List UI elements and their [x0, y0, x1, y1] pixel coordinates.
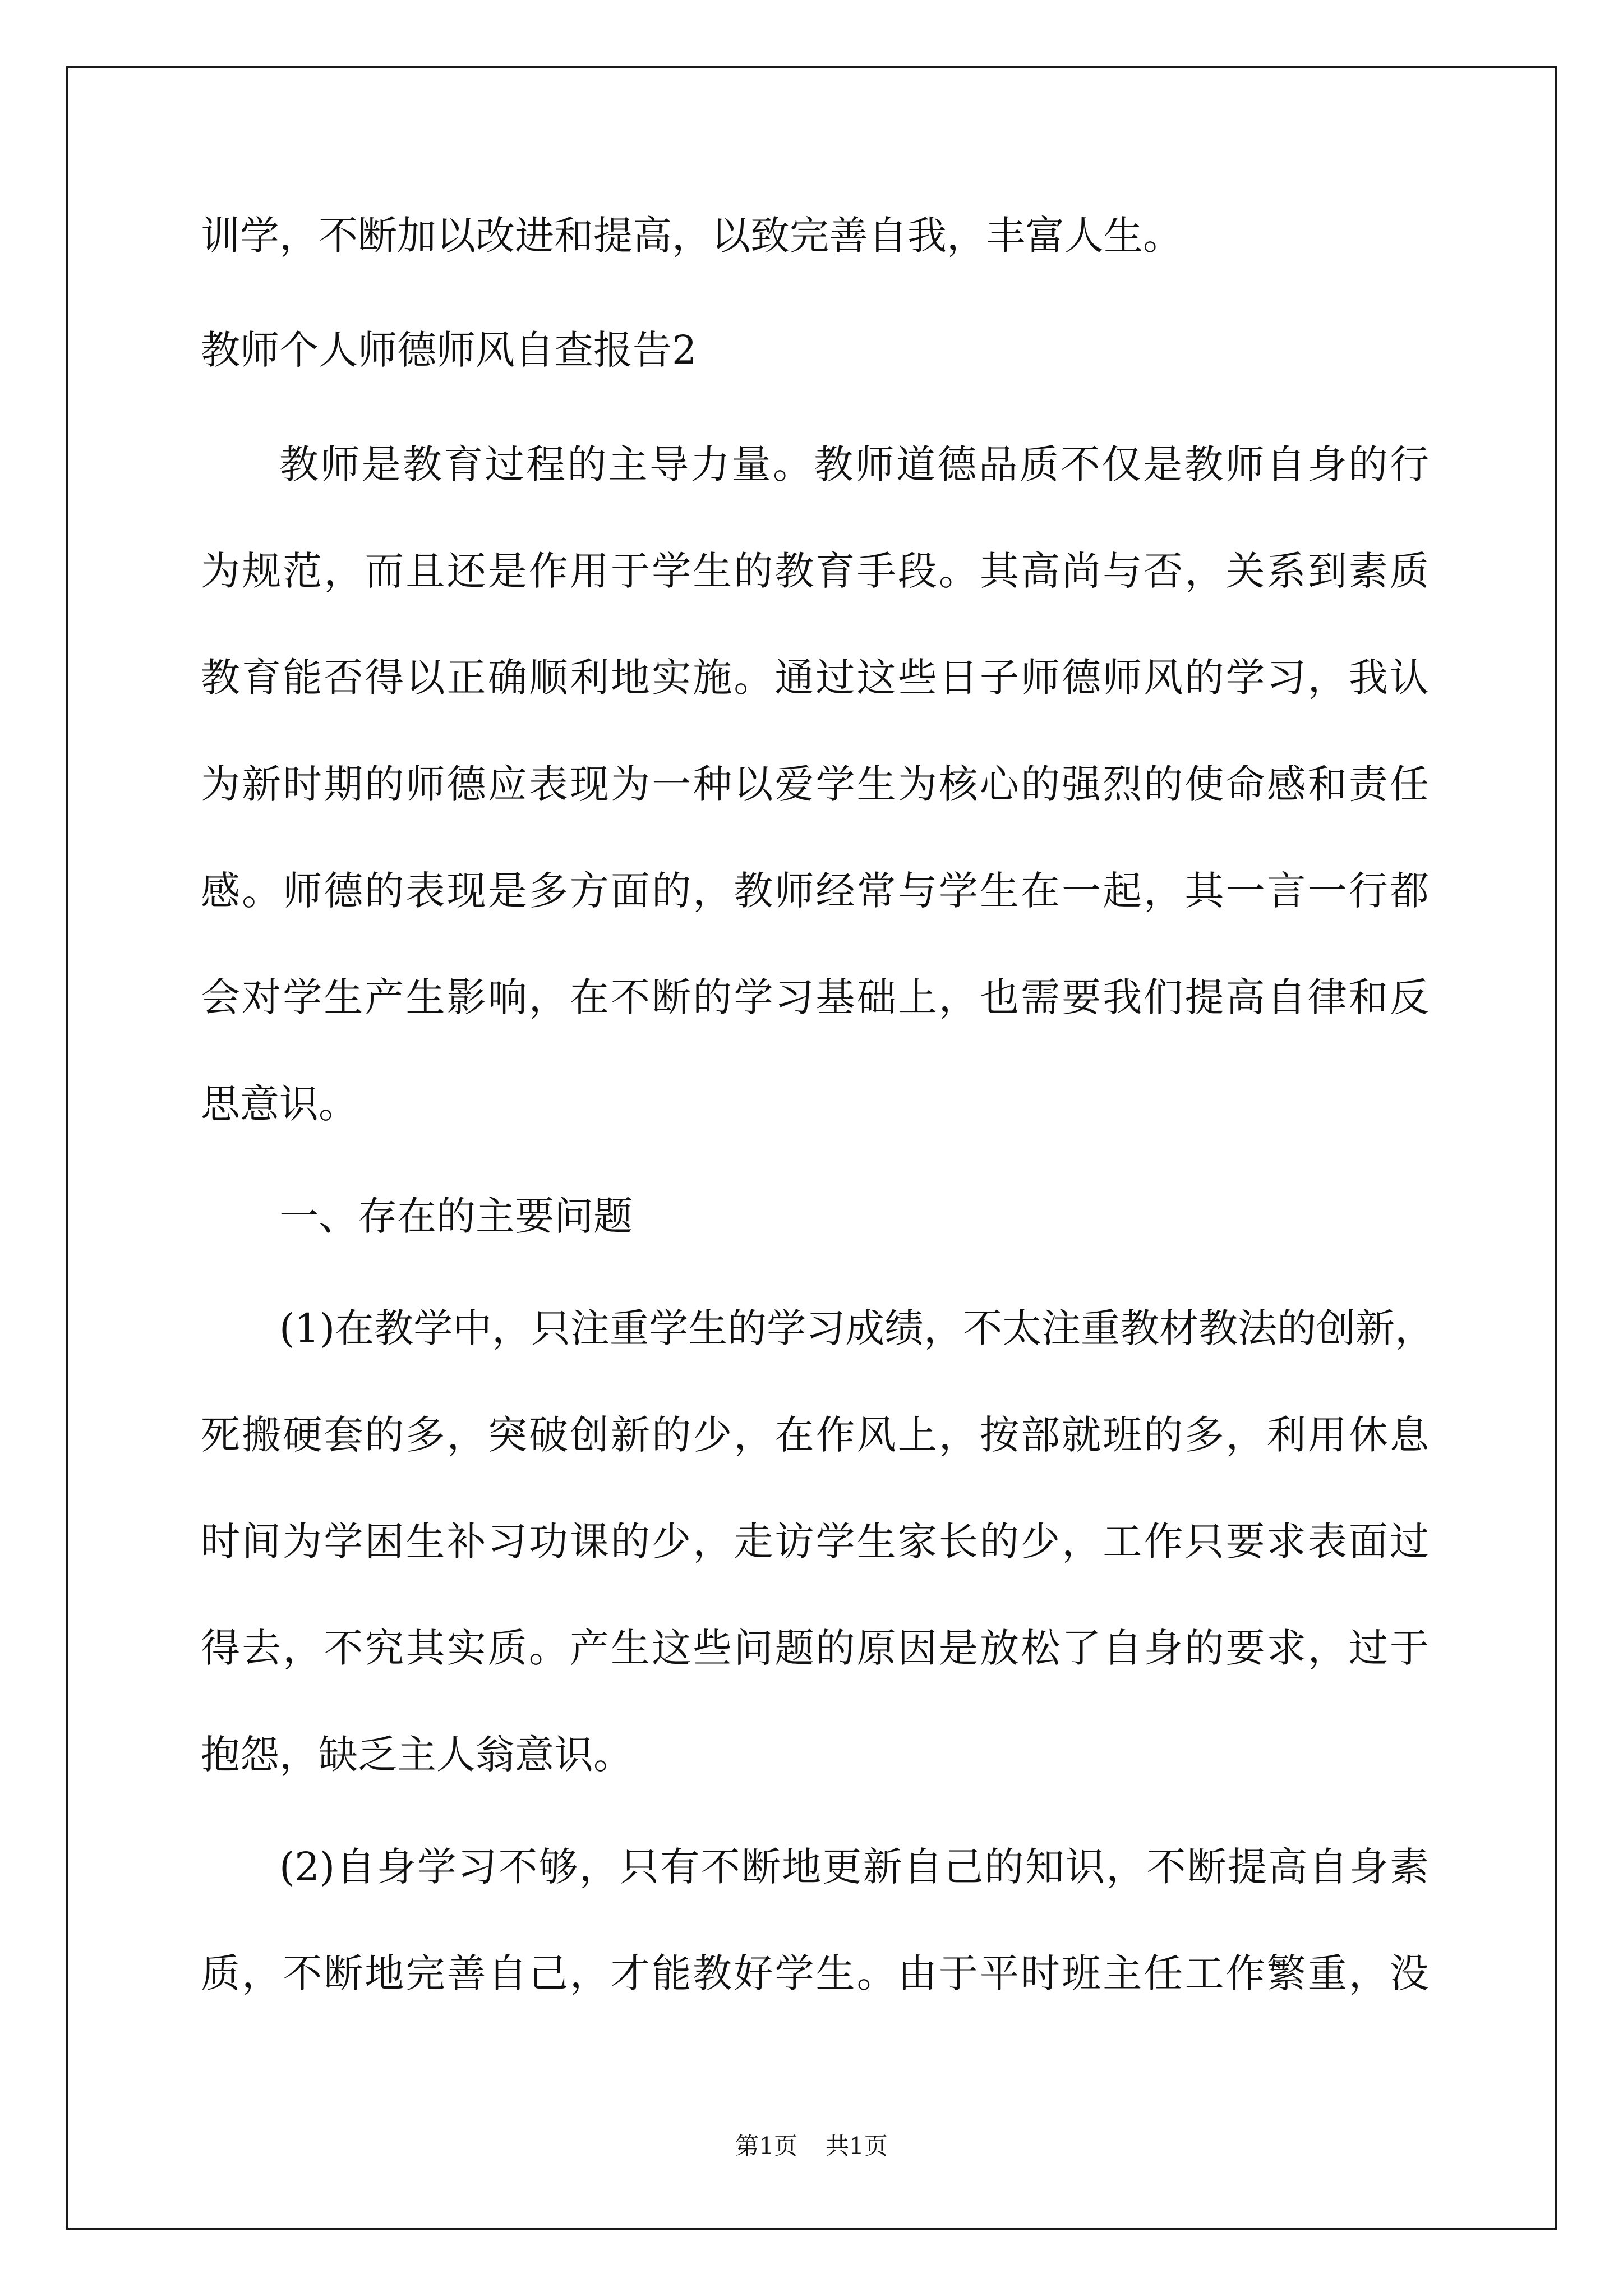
paragraph-line: 教育能否得以正确顺利地实施。通过这些日子师德师风的学习，我认	[201, 655, 1429, 701]
page-footer	[0, 2131, 1623, 2162]
paragraph-line: (1)在教学中，只注重学生的学习成绩，不太注重教材教法的创新，	[279, 1305, 1435, 1351]
section-heading: 教师个人师德师风自查报告2	[201, 327, 697, 373]
paragraph-line: 会对学生产生影响，在不断的学习基础上，也需要我们提高自律和反	[201, 974, 1429, 1020]
paragraph-line: 为规范，而且还是作用于学生的教育手段。其高尚与否，关系到素质	[201, 548, 1429, 594]
paragraph-line: 时间为学困生补习功课的少，走访学生家长的少，工作只要求表面过	[201, 1519, 1429, 1565]
paragraph-line: 得去，不究其实质。产生这些问题的原因是放松了自身的要求，过于	[201, 1625, 1429, 1671]
paragraph-line: (2)自身学习不够，只有不断地更新自己的知识，不断提高自身素	[279, 1844, 1429, 1890]
paragraph-line: 质，不断地完善自己，才能教好学生。由于平时班主任工作繁重，没	[201, 1950, 1429, 1996]
paragraph-line: 思意识。	[201, 1081, 358, 1127]
paragraph-line: 训学，不断加以改进和提高，以致完善自我，丰富人生。	[201, 213, 1182, 259]
section-title: 一、存在的主要问题	[279, 1193, 633, 1239]
page-number-current: 第1页	[735, 2132, 797, 2160]
paragraph-line: 教师是教育过程的主导力量。教师道德品质不仅是教师自身的行	[279, 441, 1429, 487]
page-number-total: 共1页	[826, 2132, 888, 2160]
paragraph-line: 感。师德的表现是多方面的，教师经常与学生在一起，其一言一行都	[201, 868, 1429, 914]
paragraph-line: 为新时期的师德应表现为一种以爱学生为核心的强烈的使命感和责任	[201, 761, 1429, 807]
paragraph-line: 死搬硬套的多，突破创新的少，在作风上，按部就班的多，利用休息	[201, 1412, 1429, 1458]
paragraph-line: 抱怨，缺乏主人翁意识。	[201, 1732, 633, 1778]
page-border	[66, 66, 1557, 2230]
